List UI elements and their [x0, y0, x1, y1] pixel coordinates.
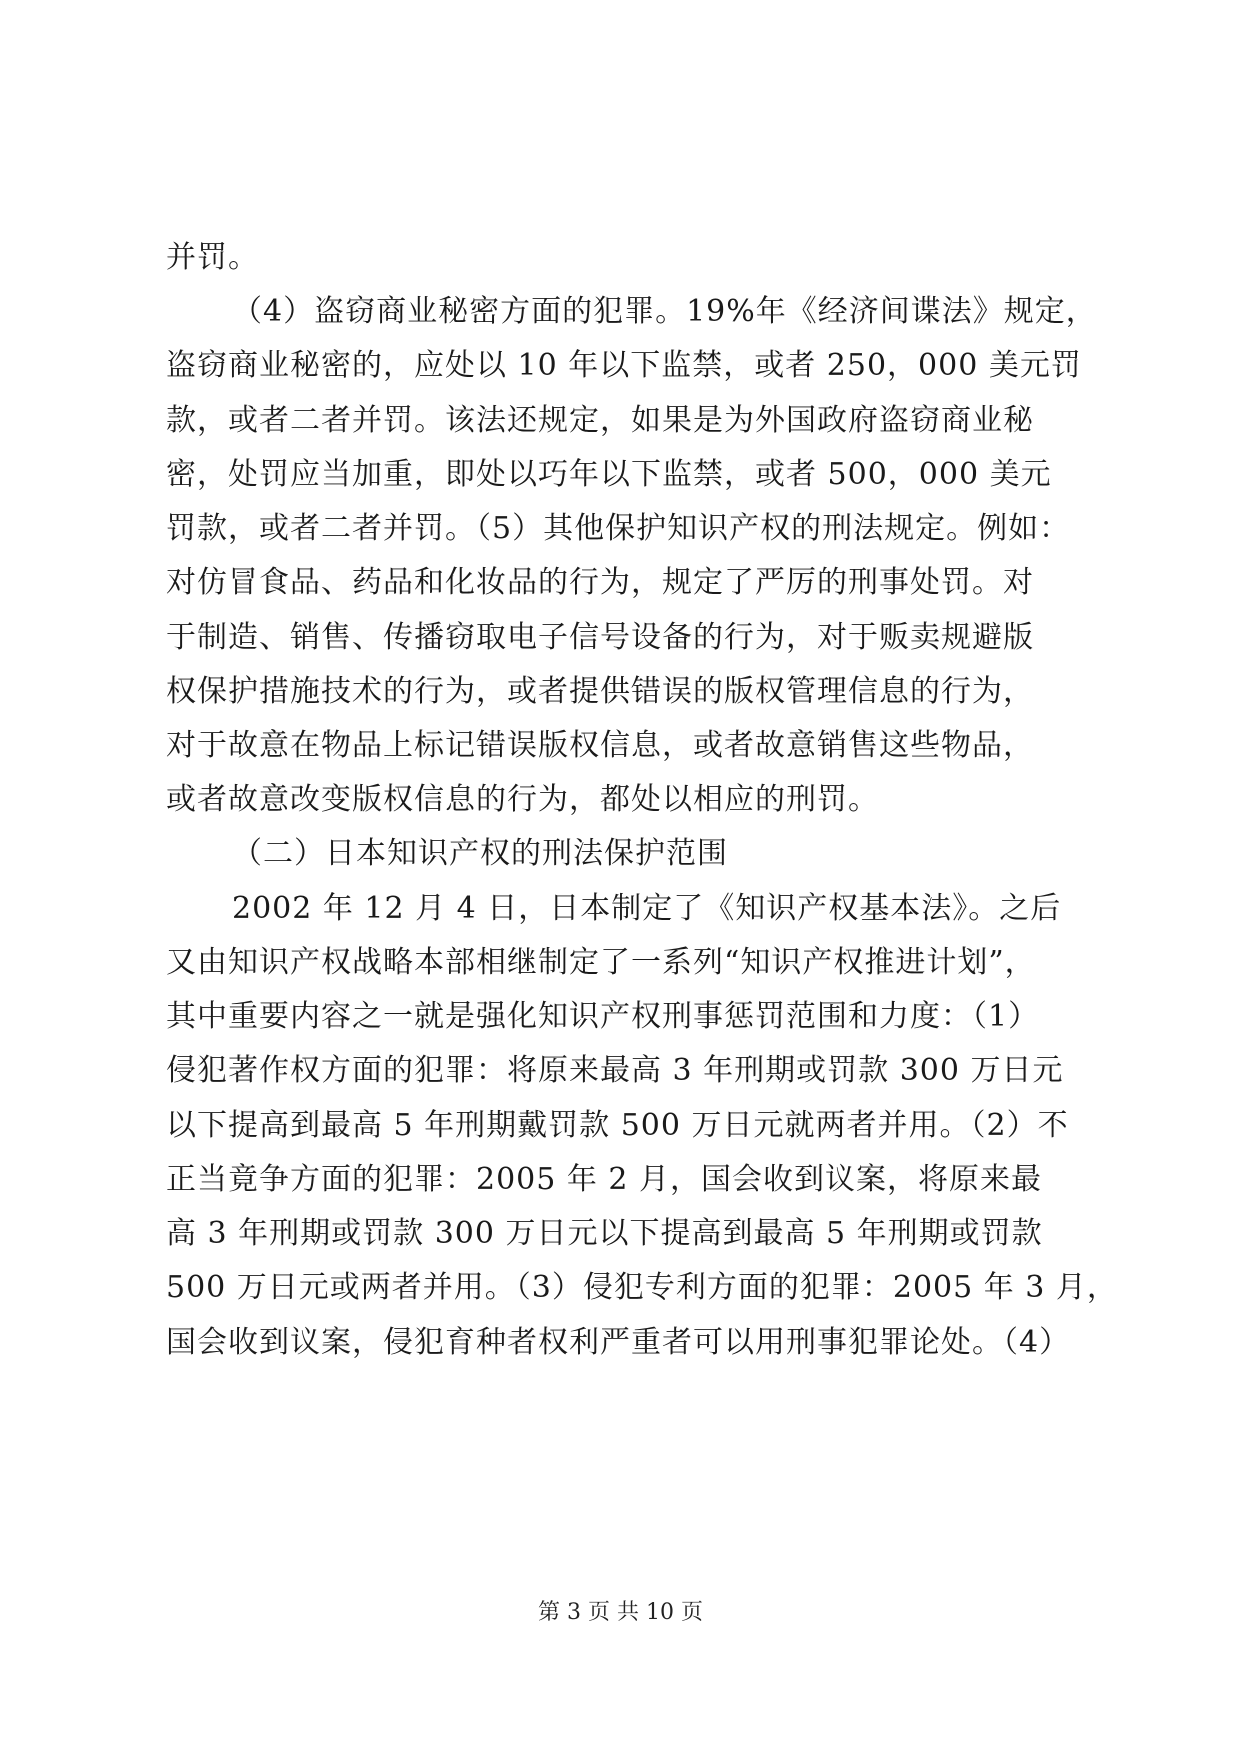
text-line: 对于故意在物品上标记错误版权信息，或者故意销售这些物品，	[166, 728, 1034, 763]
text-line: 款，或者二者并罚。该法还规定，如果是为外国政府盗窃商业秘	[166, 403, 1034, 438]
text-line: 正当竟争方面的犯罪：2005 年 2 月，国会收到议案，将原来最	[166, 1162, 1043, 1197]
text-line: 500 万日元或两者并用。（3）侵犯专利方面的犯罪：2005 年 3 月，	[166, 1270, 1118, 1305]
text-line: 盗窃商业秘密的，应处以 10 年以下监禁，或者 250，000 美元罚	[166, 348, 1082, 383]
text-line: 又由知识产权战略本部相继制定了一系列“知识产权推进计划”，	[166, 945, 1036, 980]
text-line: 或者故意改变版权信息的行为，都处以相应的刑罚。	[166, 782, 879, 817]
text-line: 密，处罚应当加重，即处以巧年以下监禁，或者 500，000 美元	[166, 457, 1052, 492]
section-heading: （二）日本知识产权的刑法保护范围	[232, 836, 728, 871]
text-line: 并罚。	[166, 240, 259, 275]
text-line: 2002 年 12 月 4 日，日本制定了《知识产权基本法》。之后	[232, 891, 1062, 926]
text-line: 国会收到议案，侵犯育种者权利严重者可以用刑事犯罪论处。（4）	[166, 1325, 1071, 1360]
text-line: 以下提高到最高 5 年刑期戴罚款 500 万日元就两者并用。（2）不	[166, 1108, 1069, 1143]
text-line: （4）盗窃商业秘密方面的犯罪。19%年《经济间谍法》规定，	[232, 294, 1097, 329]
text-line: 权保护措施技术的行为，或者提供错误的版权管理信息的行为，	[166, 674, 1034, 709]
text-line: 侵犯著作权方面的犯罪：将原来最高 3 年刑期或罚款 300 万日元	[166, 1053, 1064, 1088]
text-line: 于制造、销售、传播窃取电子信号设备的行为，对于贩卖规避版	[166, 620, 1034, 655]
page-number-footer: 第 3 页 共 10 页	[538, 1600, 703, 1625]
text-line: 对仿冒食品、药品和化妆品的行为，规定了严厉的刑事处罚。对	[166, 565, 1034, 600]
text-line: 高 3 年刑期或罚款 300 万日元以下提高到最高 5 年刑期或罚款	[166, 1216, 1043, 1251]
text-line: 其中重要内容之一就是强化知识产权刑事惩罚范围和力度：（1）	[166, 999, 1040, 1034]
text-line: 罚款，或者二者并罚。（5）其他保护知识产权的刑法规定。例如：	[166, 511, 1071, 546]
